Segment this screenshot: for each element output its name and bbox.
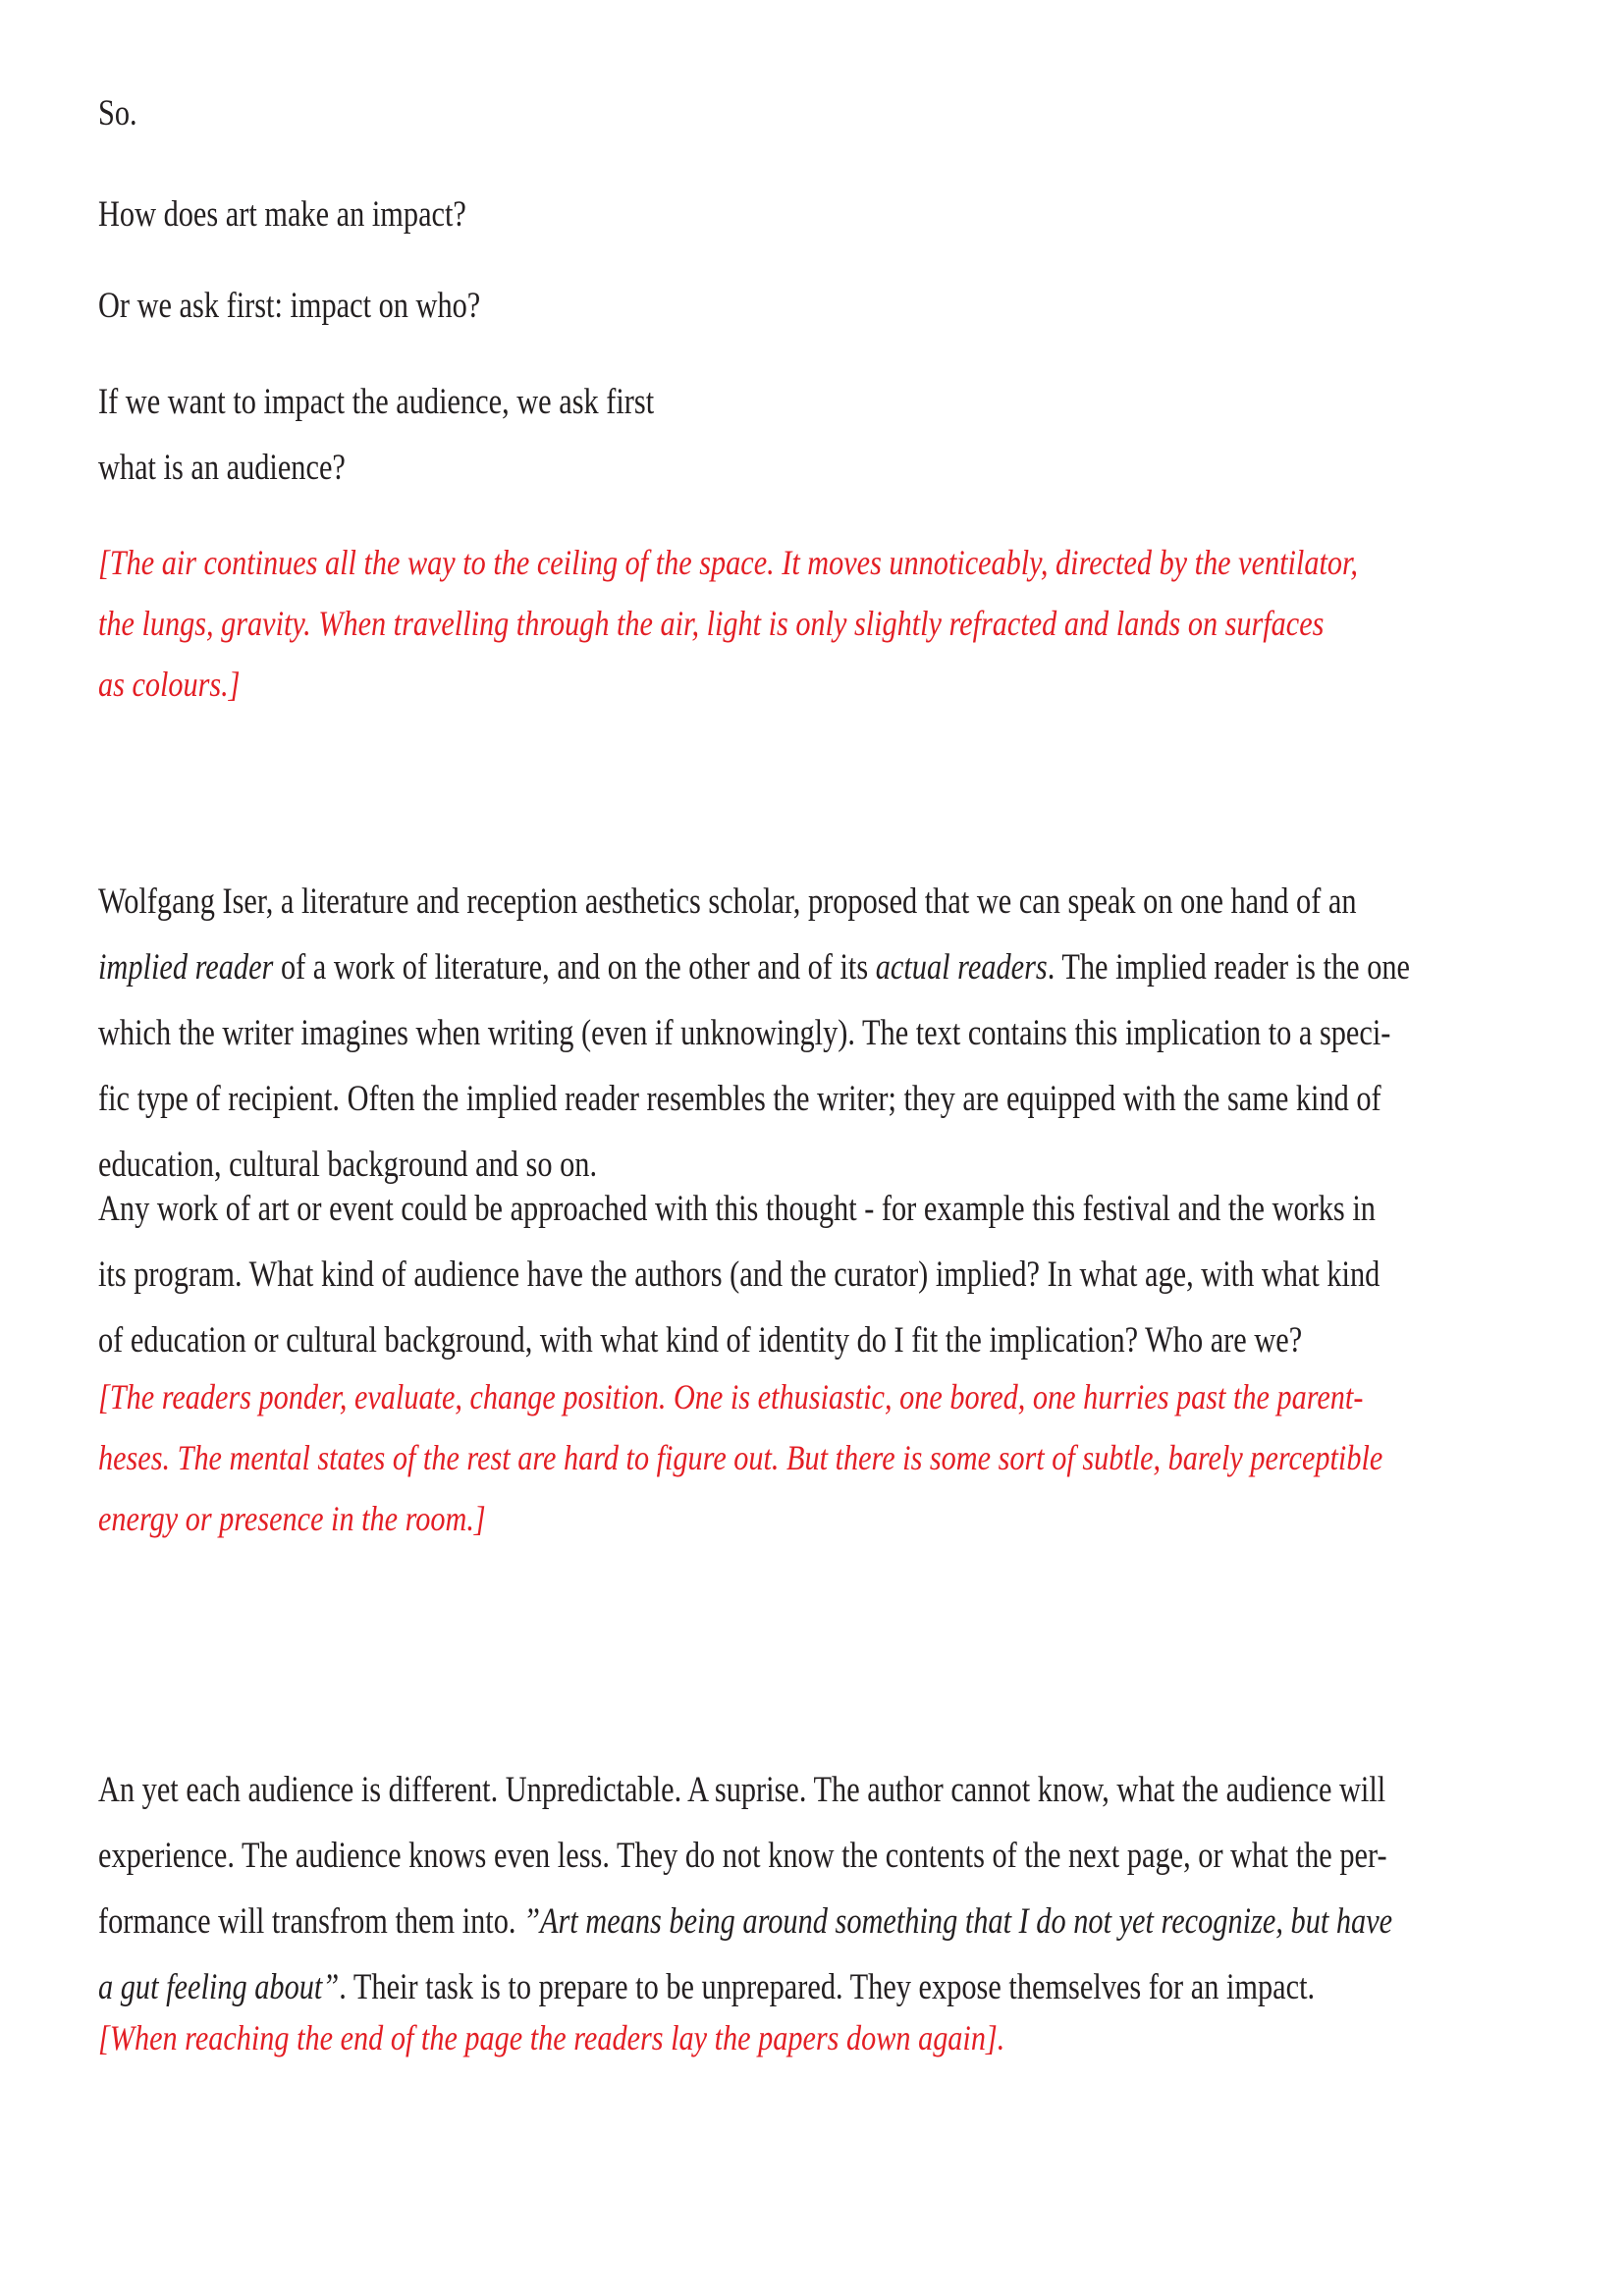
text-segment: . The implied reader is the one [1047, 947, 1411, 988]
text-line [98, 1427, 1383, 1488]
text-segment: of a work of literature, and on the other and of its [273, 947, 876, 988]
text-line [98, 1066, 1381, 1132]
text-line [98, 435, 1317, 501]
text-line [98, 1823, 1387, 1889]
italic-text-segment: ”Art means being around something that I do not yet recognize, but have [523, 1901, 1393, 1942]
text-segment: which the writer imagines when writing (even if unknowingly). The text contains this implication to a speci- [98, 1013, 1391, 1053]
text-line [98, 934, 1411, 1000]
paragraph-any-work-of-art [98, 1176, 1585, 1373]
text-line [98, 593, 1347, 654]
text-line [98, 1176, 1376, 1242]
text-segment: formance will transfrom them into. [98, 1901, 524, 1942]
text-segment: So. [98, 93, 137, 133]
text-segment: [When reaching the end of the page the readers lay the papers down again]. [98, 2018, 1005, 2057]
text-line [98, 1366, 1364, 1427]
text-segment: the lungs, gravity. When travelling through the air, light is only slightly refracted and lands on surfaces [98, 604, 1325, 643]
text-line [98, 1889, 1393, 1954]
stage-direction-end-of-page [98, 2007, 1585, 2068]
text-line [98, 1000, 1391, 1066]
italic-text-segment: implied reader [98, 947, 274, 988]
text-line [98, 1308, 1317, 1373]
text-segment: [The air continues all the way to the ceiling of the space. It moves unnoticeably, directed by the ventilator, [98, 543, 1358, 582]
stage-direction-air [98, 532, 1585, 715]
text-segment: Wolfgang Iser, a literature and reception aesthetics scholar, proposed that we can speak on one hand of an [98, 881, 1357, 922]
text-line [98, 1488, 1347, 1549]
text-segment: education, cultural background and so on. [98, 1145, 598, 1185]
text-segment: energy or presence in the room.] [98, 1499, 486, 1538]
text-segment: How does art make an impact? [98, 194, 466, 235]
text-segment: as colours.] [98, 665, 241, 704]
text-line [98, 2007, 1347, 2068]
italic-text-segment: actual readers [875, 947, 1048, 988]
text-segment: of education or cultural background, with what kind of identity do I fit the implication? Who are we? [98, 1320, 1303, 1361]
text-line [98, 1757, 1386, 1823]
text-line [98, 654, 1347, 715]
text-segment: what is an audience? [98, 448, 346, 488]
text-line [98, 182, 1317, 247]
text-segment: heses. The mental states of the rest are hard to figure out. But there is some sort of subtle, barely perceptible [98, 1438, 1383, 1477]
text-segment: experience. The audience knows even less. They do not know the contents of the next page, or what the per- [98, 1836, 1387, 1876]
paragraph-each-audience-different [98, 1757, 1585, 2020]
paragraph-wolfgang-iser [98, 869, 1585, 1198]
text-segment: Or we ask first: impact on who? [98, 286, 481, 326]
stage-direction-readers-ponder [98, 1366, 1585, 1549]
text-segment: . Their task is to prepare to be unprepared. They expose themselves for an impact. [339, 1967, 1316, 2007]
question-impact-on-who [98, 273, 1585, 339]
text-line [98, 869, 1357, 934]
text-segment: fic type of recipient. Often the implied reader resembles the writer; they are equipped with the same kind of [98, 1079, 1381, 1119]
text-segment: its program. What kind of audience have the authors (and the curator) implied? In what age, with what kind [98, 1255, 1380, 1295]
text-segment: Any work of art or event could be approached with this thought - for example this festival and the works in [98, 1189, 1376, 1229]
text-line [98, 273, 1317, 339]
question-what-is-an-audience [98, 369, 1585, 501]
text-line [98, 532, 1358, 593]
question-how-does-art-make-impact [98, 182, 1585, 247]
intro-line-so [98, 80, 1585, 146]
text-segment: If we want to impact the audience, we ask first [98, 382, 655, 422]
text-segment: An yet each audience is different. Unpredictable. A suprise. The author cannot know, what the audience will [98, 1770, 1386, 1810]
text-segment: [The readers ponder, evaluate, change position. One is ethusiastic, one bored, one hurries past the parent- [98, 1377, 1364, 1416]
text-line [98, 1242, 1380, 1308]
text-line [98, 80, 1317, 146]
italic-text-segment: a gut feeling about” [98, 1967, 340, 2007]
text-line [98, 369, 1317, 435]
